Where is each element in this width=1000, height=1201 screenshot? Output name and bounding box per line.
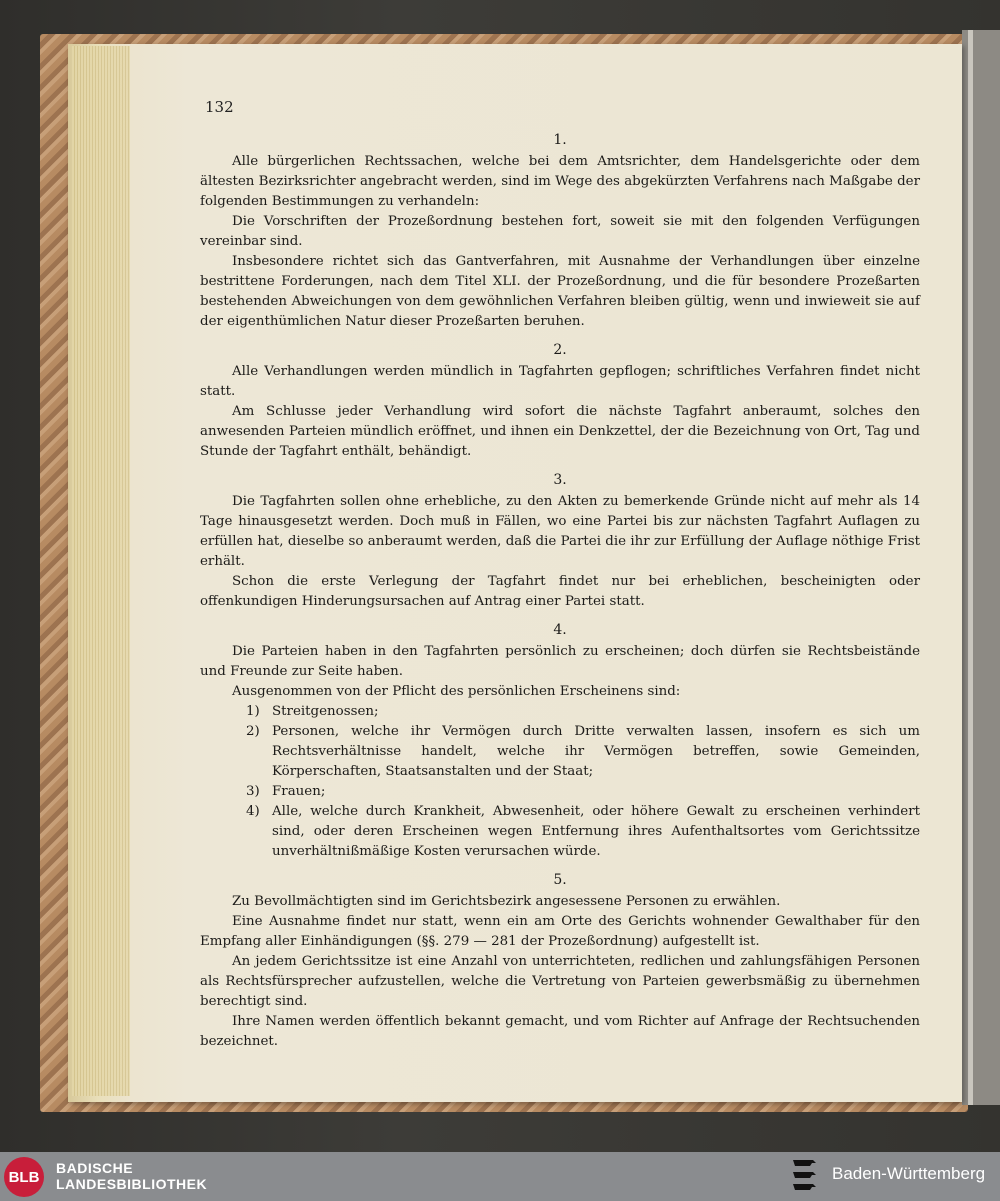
list-item: 4) Alle, welche durch Krankheit, Abwesenheit, oder höhere Gewalt zu erscheinen verhindert sind, oder deren Erscheinen wegen Entfernung ihres Aufenthaltsortes vom Gerichtssitze unverhältnißmäßige Kosten verursachen würde. [246,804,920,859]
page-edges [72,46,130,1096]
paragraph: Alle Verhandlungen werden mündlich in Tagfahrten gepflogen; schriftliches Verfahren findet nicht statt. [200,364,920,399]
paragraph: Ausgenommen von der Pflicht des persönlichen Erscheinens sind: [232,684,681,699]
paragraph: Schon die erste Verlegung der Tagfahrt findet nur bei erheblichen, bescheinigten oder offenkundigen Hinderungsursachen auf Antrag einer Partei statt. [200,574,920,609]
section-number: 1. [553,132,567,148]
paragraph: An jedem Gerichtssitze ist eine Anzahl von unterrichteten, redlichen und zahlungsfähigen Personen als Rechtsfürsprecher aufzustellen, welche die Vertretung von Parteien gewerbsmäßig zu übernehmen berechtigt sind. [200,954,920,1009]
baden-wuerttemberg-lions-icon [790,1156,820,1196]
blb-logo[interactable]: BLB [4,1157,44,1197]
paragraph: Am Schlusse jeder Verhandlung wird sofort die nächste Tagfahrt anberaumt, solches den anwesenden Parteien mündlich eröffnet, und ihnen ein Denkzettel, der die Bezeichnung von Ort, Tag und Stunde der Tagfahrt enthält, behändigt. [200,404,920,459]
list-item: 3) Frauen; [246,784,326,799]
page-number: 132 [205,98,234,116]
paragraph: Ihre Namen werden öffentlich bekannt gemacht, und vom Richter auf Anfrage der Rechtsuchenden bezeichnet. [200,1014,920,1049]
facing-page-edge [962,30,1000,1105]
blb-name-line1: BADISCHE [56,1160,134,1176]
paragraph: Alle bürgerlichen Rechtssachen, welche bei dem Amtsrichter, dem Handelsgerichte oder dem ältesten Bezirksrichter angebracht werden, sind im Wege des abgekürzten Verfahrens nach Maßgabe der folgenden Bestimmungen zu verhandeln: [200,154,920,209]
blb-name[interactable] [56,1160,207,1192]
section-number: 2. [553,342,567,358]
section-number: 4. [553,622,567,638]
section-number: 5. [553,872,567,888]
paragraph: Die Tagfahrten sollen ohne erhebliche, zu den Akten zu bemerkende Gründe nicht auf mehr als 14 Tage hinausgesetzt werden. Doch muß in Fällen, wo eine Partei bis zur nächsten Tagfahrt Auflagen zu erfüllen hat, dieselbe so anberaumt werden, daß die Partei die ihr zur Erfüllung der Auflage nöthige Frist erhält. [200,494,920,569]
paragraph: Zu Bevollmächtigten sind im Gerichtsbezirk angesessene Personen zu erwählen. [232,894,781,909]
blb-name-line2: LANDESBIBLIOTHEK [56,1176,208,1192]
paragraph: Insbesondere richtet sich das Gantverfahren, mit Ausnahme der Verhandlungen über einzelne bestrittene Forderungen, nach dem Titel XLI. der Prozeßordnung, und die für besondere Prozeßarten bestehenden Abweichungen von dem gewöhnlichen Verfahren bleiben gültig, wenn und inwieweit sie auf der eigenthümlichen Natur dieser Prozeßarten beruhen. [200,254,920,329]
list-item: 1) Streitgenossen; [246,704,379,719]
section-number: 3. [553,472,567,488]
paragraph: Die Parteien haben in den Tagfahrten persönlich zu erscheinen; doch dürfen sie Rechtsbeistände und Freunde zur Seite haben. [200,644,920,679]
list-item: 2) Personen, welche ihr Vermögen durch Dritte verwalten lassen, insofern es sich um Rechtsverhältnisse handelt, welche ihr Vermögen betreffen, sowie Gemeinden, Körperschaften, Staatsanstalten und der Staat; [246,724,920,779]
page-text [200,130,920,1052]
paragraph: Die Vorschriften der Prozeßordnung bestehen fort, soweit sie mit den folgenden Verfügungen vereinbar sind. [200,214,920,249]
bw-name[interactable]: Baden-Württemberg [832,1164,986,1183]
paragraph: Eine Ausnahme findet nur statt, wenn ein am Orte des Gerichts wohnender Gewalthaber für den Empfang aller Einhändigungen (§§. 279 — 281 der Prozeßordnung) aufgestellt ist. [200,914,920,949]
